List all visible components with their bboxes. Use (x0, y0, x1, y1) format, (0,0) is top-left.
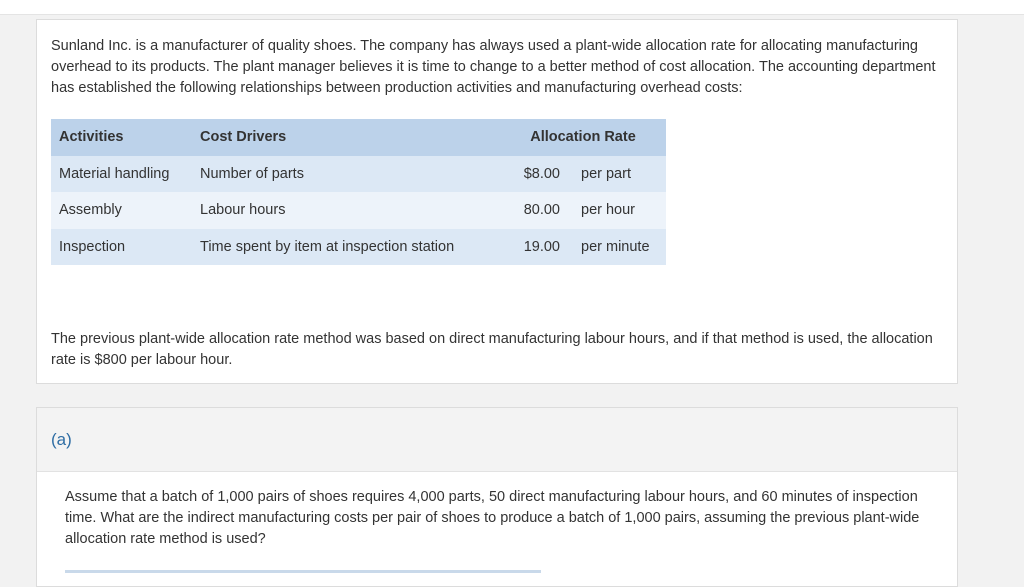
table-row (51, 229, 666, 266)
problem-intro: Sunland Inc. is a manufacturer of quality shoes. The company has always used a plant-wide allocation rate for allocating manufacturing overhead to its products. The plant manager believes it is time to change to a better method of cost allocation. The accounting department has established the following relationships between production activities and manufacturing overhead costs: (51, 38, 936, 96)
cell-driver: Labour hours (200, 202, 286, 219)
cell-activity: Inspection (59, 239, 126, 256)
cell-rate-amount: 19.00 (523, 239, 560, 256)
header-activities: Activities (59, 129, 124, 146)
header-cost-drivers: Cost Drivers (200, 129, 287, 146)
part-a-label: (a) (51, 430, 72, 449)
cell-driver: Time spent by item at inspection station (200, 239, 455, 256)
problem-card (36, 19, 958, 384)
cell-activity: Material handling (59, 165, 170, 182)
table-row (51, 156, 666, 193)
cell-rate-amount: 80.00 (523, 202, 560, 219)
cell-rate-amount: $8.00 (523, 165, 560, 182)
part-a-card (36, 407, 958, 587)
allocation-rates-table (51, 119, 666, 265)
part-a-header (37, 408, 957, 472)
top-bar (0, 0, 1024, 15)
cell-rate-unit: per hour (581, 202, 636, 219)
previous-method-note: The previous plant-wide allocation rate method was based on direct manufacturing labour hours, and if that method is used, the allocation rate is $800 per labour hour. (51, 331, 933, 368)
cell-driver: Number of parts (200, 165, 304, 182)
cell-rate-unit: per part (581, 165, 631, 182)
header-allocation-rate: Allocation Rate (530, 129, 636, 146)
table-header-row (51, 119, 666, 156)
cell-rate-unit: per minute (581, 239, 650, 256)
table-row (51, 192, 666, 229)
cell-activity: Assembly (59, 202, 122, 219)
part-a-question: Assume that a batch of 1,000 pairs of shoes requires 4,000 parts, 50 direct manufacturing labour hours, and 60 minutes of inspection time. What are the indirect manufacturing costs per pair of shoes to produce a batch of 1,000 pairs, assuming the previous plant-wide allocation rate method is used? (65, 489, 920, 547)
